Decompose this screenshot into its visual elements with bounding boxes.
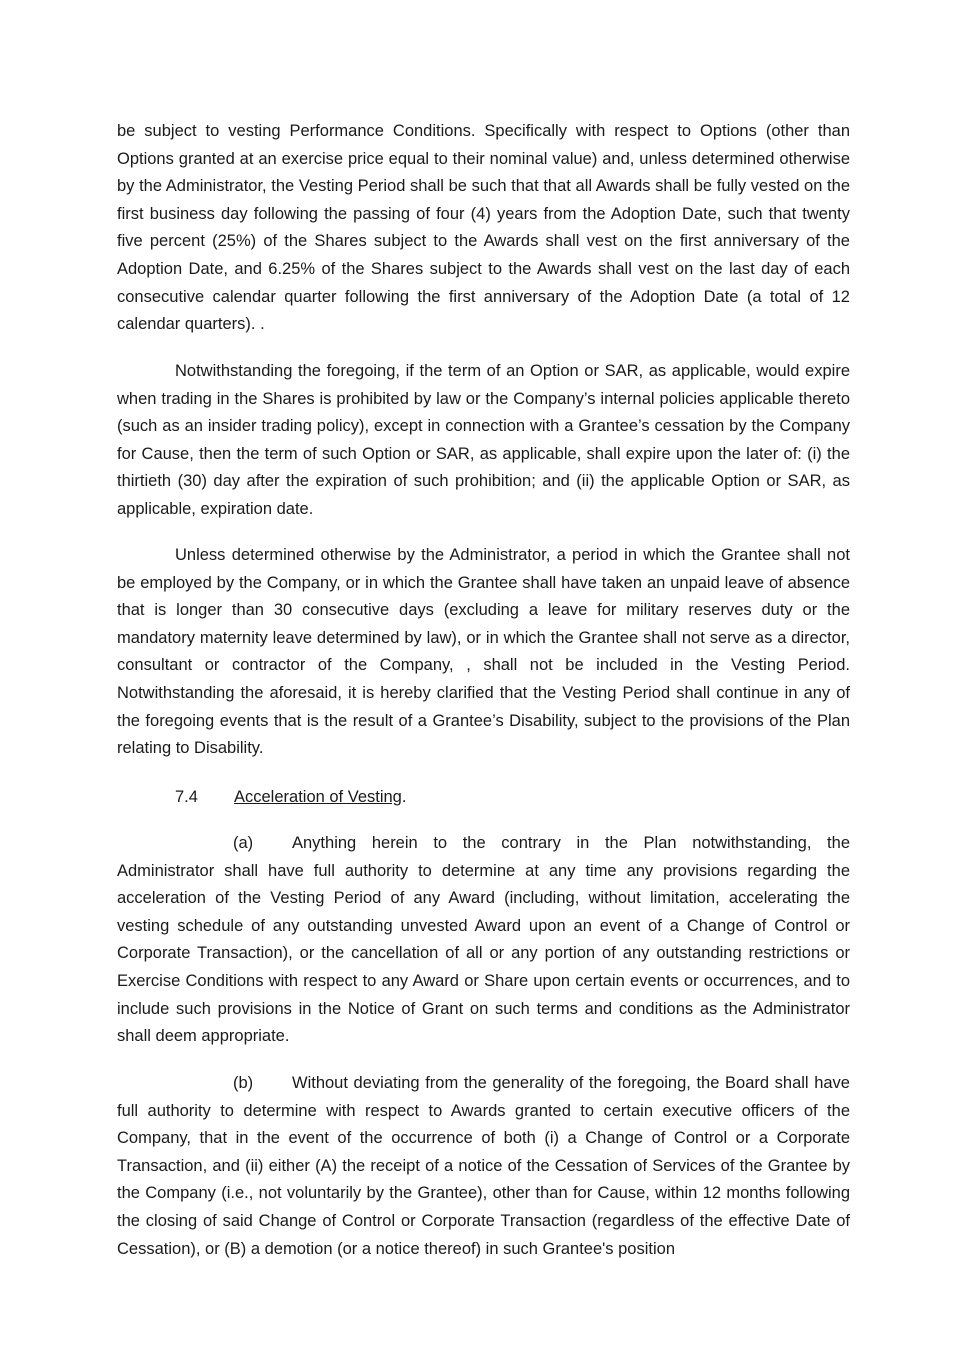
subsection-b-label: (b): [233, 1074, 254, 1092]
subsection-b-text: Without deviating from the generality of the foregoing, the Board shall have full authority to determine with respect to Awards granted to certain executive officers of the Company, that in the event of the occurrence of both (i) a Change of Control or a Corporate Transaction, and (ii) either (A) the receipt of a notice of the Cessation of Services of the Grantee by the Company (i.e., not voluntarily by the Grantee), other than for Cause, within 12 months following the closing of said Change of Control or Corporate Transaction (regardless of the effective Date of Cessation), or (B) a demotion (or a notice thereof) in such Grantee's position: [117, 1074, 850, 1258]
section-heading: [175, 784, 406, 812]
section-number: 7.4: [175, 788, 198, 806]
subsection-b: [117, 1070, 850, 1263]
subsection-a: [117, 830, 850, 1051]
section-title: Acceleration of Vesting: [234, 788, 402, 806]
paragraph-vesting-period-exclusions: Unless determined otherwise by the Administrator, a period in which the Grantee shall not be employed by the Company, or in which the Grantee shall have taken an unpaid leave of absence that is longer than 30 consecutive days (excluding a leave for military reserves duty or the mandatory maternity leave determined by law), or in which the Grantee shall not serve as a director, consultant or contractor of the Company, , shall not be included in the Vesting Period. Notwithstanding the aforesaid, it is hereby clarified that the Vesting Period shall continue in any of the foregoing events that is the result of a Grantee’s Disability, subject to the provisions of the Plan relating to Disability.: [117, 546, 850, 758]
subsection-a-text: Anything herein to the contrary in the Plan notwithstanding, the Administrator shall have full authority to determine at any time any provisions regarding the acceleration of the Vesting Period of any Award (including, without limitation, accelerating the vesting schedule of any outstanding unvested Award upon an event of a Change of Control or Corporate Transaction), or the cancellation of all or any portion of any outstanding restrictions or Exercise Conditions with respect to any Award or Share upon certain events or occurrences, and to include such provisions in the Notice of Grant on such terms and conditions as the Administrator shall deem appropriate.: [117, 834, 850, 1046]
paragraph-vesting-schedule: be subject to vesting Performance Conditions. Specifically with respect to Options (other than Options granted at an exercise price equal to their nominal value) and, unless determined otherwise by the Administrator, the Vesting Period shall be such that that all Awards shall be fully vested on the first business day following the passing of four (4) years from the Adoption Date, such that twenty five percent (25%) of the Shares subject to the Awards shall vest on the first anniversary of the Adoption Date, and 6.25% of the Shares subject to the Awards shall vest on the last day of each consecutive calendar quarter following the first anniversary of the Adoption Date (a total of 12 calendar quarters). .: [117, 122, 850, 334]
section-title-suffix: .: [401, 788, 407, 806]
subsection-a-label: (a): [233, 834, 254, 852]
paragraph-option-expiry: Notwithstanding the foregoing, if the term of an Option or SAR, as applicable, would expire when trading in the Shares is prohibited by law or the Company’s internal policies applicable thereto (such as an insider trading policy), except in connection with a Grantee’s cessation by the Company for Cause, then the term of such Option or SAR, as applicable, shall expire upon the later of: (i) the thirtieth (30) day after the expiration of such prohibition; and (ii) the applicable Option or SAR, as applicable, expiration date.: [117, 362, 850, 518]
